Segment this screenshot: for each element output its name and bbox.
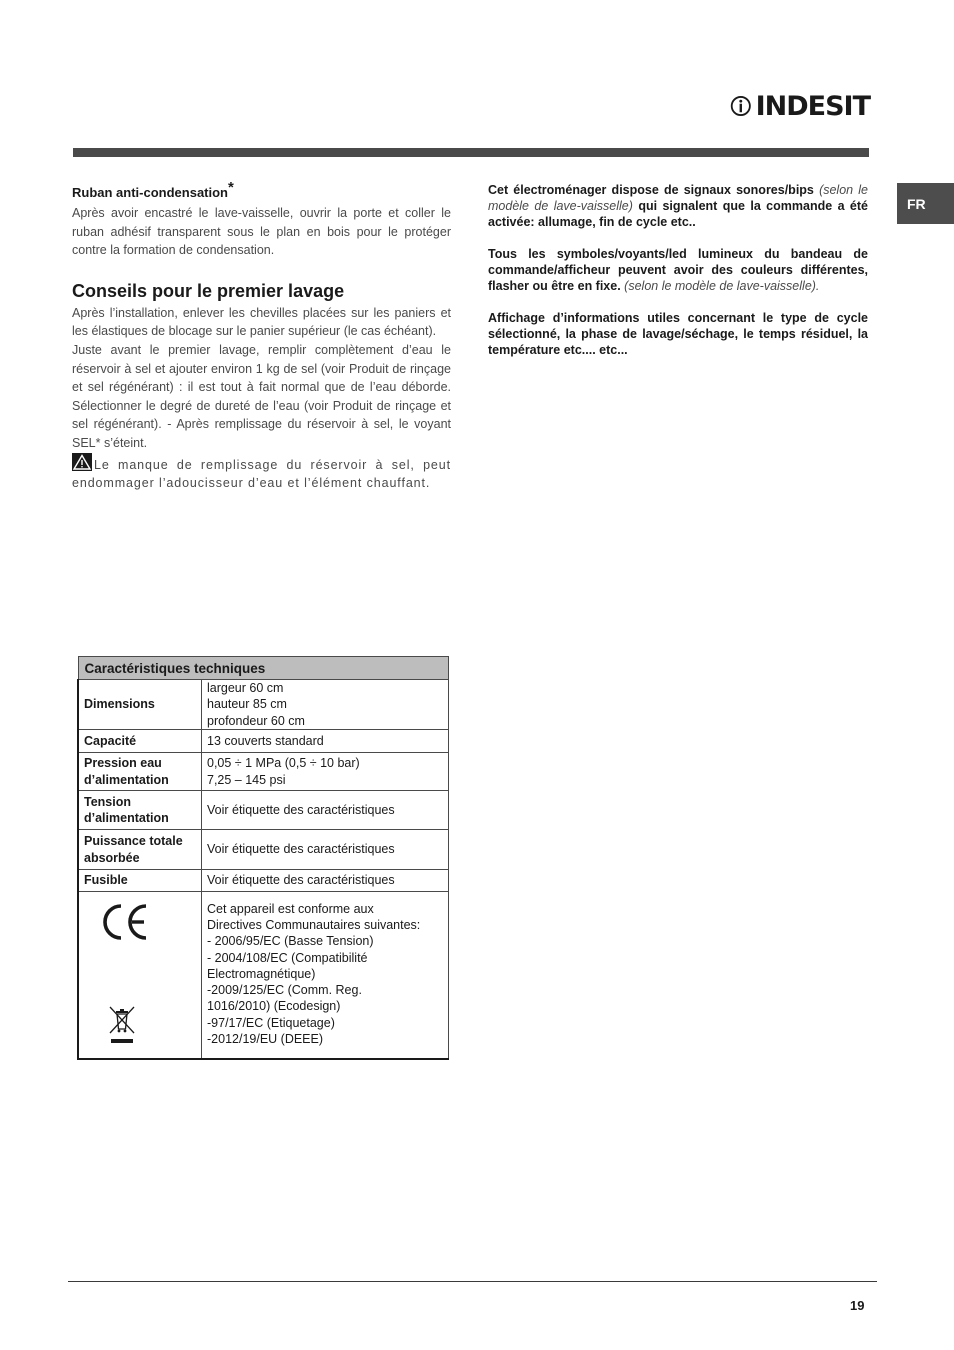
spec-value: 0,05 ÷ 1 MPa (0,5 ÷ 10 bar) 7,25 – 145 psi xyxy=(202,753,449,791)
table-row xyxy=(78,892,449,1060)
table-row xyxy=(78,730,449,753)
display-paragraph: Affichage d’informations utiles concernant le type de cycle sélectionné, la phase de lavage/séchage, le temps résiduel, la température etc.... etc... xyxy=(488,311,868,357)
spec-value: 13 couverts standard xyxy=(202,730,449,753)
table-row xyxy=(78,830,449,870)
warning-paragraph xyxy=(72,453,451,493)
right-column xyxy=(488,182,868,374)
spec-label: Dimensions xyxy=(78,680,202,730)
conseils-paragraph-2: Juste avant le premier lavage, remplir complètement d’eau le réservoir à sel et ajouter environ 1 kg de sel (voir Produit de rinçage et sel régénérant) : il est tout à fait normal que de l’eau déborde. Sélectionner le degré de dureté de l’eau (voir Produit de rinçage et sel régénérant). - Après remplissage du réservoir à sel, le voyant SEL* s’éteint. xyxy=(72,342,451,450)
header-bar xyxy=(73,148,869,157)
spec-label: Fusible xyxy=(78,870,202,892)
spec-label: Capacité xyxy=(78,730,202,753)
signals-paragraph: Cet électroménager dispose de signaux sonores/bips (selon le modèle de lave-vaisselle) qui signalent que la commande a été activée: allumage, fin de cycle etc.. xyxy=(488,183,868,229)
spec-value: Voir étiquette des caractéristiques xyxy=(202,870,449,892)
left-column xyxy=(72,179,451,493)
spec-value: Voir étiquette des caractéristiques xyxy=(202,830,449,870)
spec-label: Tension d’alimentation xyxy=(78,791,202,830)
ruban-title: Ruban anti-condensation* xyxy=(72,179,234,200)
spec-label: Puissance totale absorbée xyxy=(78,830,202,870)
weee-bin-icon xyxy=(109,1004,135,1044)
footer-rule xyxy=(68,1281,877,1282)
ruban-marker: * xyxy=(228,179,234,196)
language-tab[interactable]: FR xyxy=(897,183,954,224)
conformity-text: Cet appareil est conforme aux Directives Communautaires suivantes: - 2006/95/EC (Basse Tension) - 2004/108/EC (Compatibilité Electromagnétique) -2009/125/EC (Comm. Reg. 1016/2010) (Ecodesign) -97/17/EC (Etiquetage) -2012/19/EU (DEEE) xyxy=(202,892,449,1060)
ce-mark-icon xyxy=(99,902,151,942)
table-row xyxy=(78,680,449,730)
brand-logo-icon xyxy=(730,87,752,125)
ruban-text: Après avoir encastré le lave-vaisselle, ouvrir la porte et coller le ruban adhésif transparent sous le plan en bois pour le protéger contre la formation de condensation. xyxy=(72,206,451,258)
brand-name: INDESIT xyxy=(755,90,870,122)
warning-text: Le manque de remplissage du réservoir à sel, peut endommager l’adoucisseur d’eau et l’élément chauffant. xyxy=(72,457,451,491)
spec-label: Pression eau d’alimentation xyxy=(78,753,202,791)
conseils-paragraph-1: Après l’installation, enlever les chevilles placées sur les paniers et les élastiques de blocage sur le panier supérieur (le cas échéant). xyxy=(72,305,451,339)
spec-table-title: Caractéristiques techniques xyxy=(78,657,449,680)
conseils-title: Conseils pour le premier lavage xyxy=(72,280,345,301)
symbols-cell xyxy=(78,892,202,1060)
table-row xyxy=(78,753,449,791)
spec-value: Voir étiquette des caractéristiques xyxy=(202,791,449,830)
table-row xyxy=(78,791,449,830)
table-row xyxy=(78,870,449,892)
brand-logo xyxy=(730,86,870,126)
lights-paragraph: Tous les symboles/voyants/led lumineux du bandeau de commande/afficheur peuvent avoir des couleurs différentes, flasher ou être en fixe. (selon le modèle de lave-vaisselle). xyxy=(488,247,868,293)
spec-table xyxy=(77,656,449,1060)
page-number: 19 xyxy=(850,1298,865,1313)
warning-icon xyxy=(72,453,92,471)
spec-value: largeur 60 cm hauteur 85 cm profondeur 60 cm xyxy=(202,680,449,730)
